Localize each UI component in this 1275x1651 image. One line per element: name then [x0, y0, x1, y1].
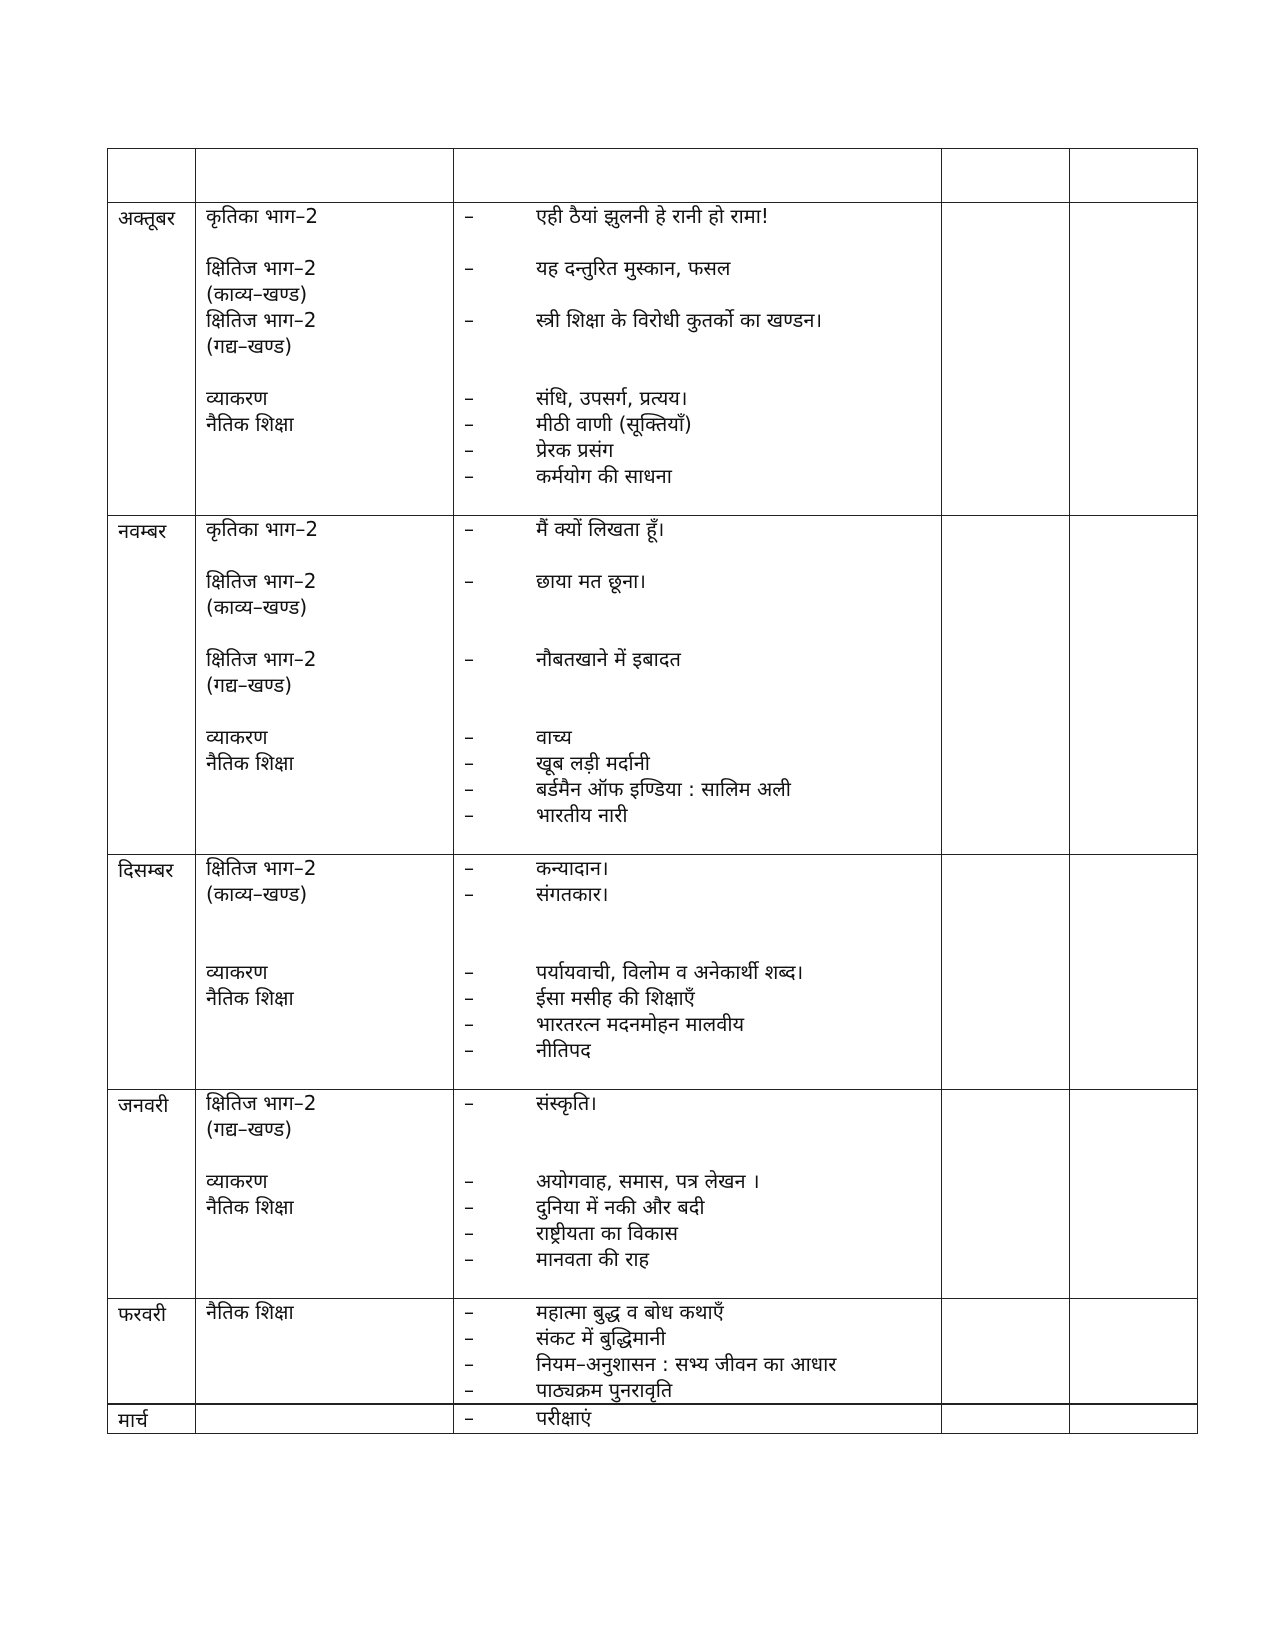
- book-label: नैतिक शिक्षा: [206, 986, 294, 1010]
- list-item: [454, 985, 941, 1011]
- empty-cell: [942, 1299, 1070, 1405]
- month-label: नवम्बर: [118, 519, 167, 543]
- book-label: क्षितिज भाग–2: [206, 856, 317, 880]
- topic-text: ईसा मसीह की शिक्षाएँ: [536, 986, 695, 1010]
- empty-cell: [942, 516, 1070, 855]
- topic-text: स्त्री शिक्षा के विरोधी कुतर्को का खण्डन।: [536, 308, 823, 332]
- topic-cell: [454, 1299, 942, 1405]
- empty-cell: [1070, 855, 1198, 1090]
- topic-text: प्रेरक प्रसंग: [536, 438, 614, 462]
- dash-marker: –: [464, 1221, 474, 1245]
- topic-text: अयोगवाह, समास, पत्र लेखन ।: [536, 1169, 760, 1193]
- topic-cell: [454, 855, 942, 1090]
- list-item: [454, 307, 941, 333]
- book-label: क्षितिज भाग–2: [206, 1091, 317, 1115]
- list-item: [454, 802, 941, 828]
- topic-text: संकट में बुद्धिमानी: [536, 1326, 666, 1350]
- month-cell: [108, 516, 196, 855]
- month-cell: [108, 855, 196, 1090]
- dash-marker: –: [464, 438, 474, 462]
- header-row: [108, 149, 1198, 203]
- table-row-march: [108, 1404, 1198, 1434]
- empty-cell: [1070, 1090, 1198, 1299]
- dash-marker: –: [464, 1326, 474, 1350]
- month-cell: [108, 203, 196, 516]
- list-item: [454, 203, 941, 229]
- topic-text: नीतिपद: [536, 1038, 591, 1062]
- dash-marker: –: [464, 308, 474, 332]
- topic-cell: [454, 1404, 942, 1434]
- month-label: फरवरी: [118, 1302, 167, 1326]
- dash-marker: –: [464, 569, 474, 593]
- empty-cell: [942, 855, 1070, 1090]
- topic-text: परीक्षाएं: [536, 1406, 592, 1430]
- dash-marker: –: [464, 1300, 474, 1324]
- topic-text: छाया मत छूना।: [536, 569, 646, 593]
- list-item: [454, 1011, 941, 1037]
- month-label: दिसम्बर: [118, 858, 174, 882]
- book-label: व्याकरण: [206, 725, 268, 749]
- topic-text: संस्कृति।: [536, 1091, 597, 1115]
- topic-text: खूब लड़ी मर्दानी: [536, 751, 650, 775]
- book-cell: [196, 1299, 454, 1405]
- list-item: [454, 1220, 941, 1246]
- dash-marker: –: [464, 725, 474, 749]
- list-item: [454, 1405, 941, 1431]
- book-section: (गद्य–खण्ड): [206, 1117, 293, 1141]
- dash-marker: –: [464, 1247, 474, 1271]
- month-cell: [108, 1299, 196, 1405]
- book-label: कृतिका भाग–2: [206, 204, 319, 228]
- dash-marker: –: [464, 256, 474, 280]
- topic-text: पाठ्यक्रम पुनरावृति: [536, 1378, 673, 1402]
- book-cell: [196, 516, 454, 855]
- dash-marker: –: [464, 647, 474, 671]
- header-cell-extra-1: [942, 149, 1070, 203]
- book-section: (काव्य–खण्ड): [206, 595, 308, 619]
- list-item: [454, 724, 941, 750]
- book-cell: [196, 203, 454, 516]
- book-label: व्याकरण: [206, 960, 268, 984]
- month-cell: [108, 1090, 196, 1299]
- list-item: [454, 646, 941, 672]
- dash-marker: –: [464, 882, 474, 906]
- month-label: अक्तूबर: [118, 206, 175, 230]
- book-section: (काव्य–खण्ड): [206, 282, 308, 306]
- book-label: क्षितिज भाग–2: [206, 308, 317, 332]
- dash-marker: –: [464, 777, 474, 801]
- book-label: नैतिक शिक्षा: [206, 1300, 294, 1324]
- list-item: [454, 1377, 941, 1403]
- topic-text: भारतीय नारी: [536, 803, 628, 827]
- syllabus-table: [107, 148, 1198, 1434]
- topic-text: भारतरत्न मदनमोहन मालवीय: [536, 1012, 745, 1036]
- topic-text: संधि, उपसर्ग, प्रत्यय।: [536, 386, 688, 410]
- list-item: [454, 385, 941, 411]
- list-item: [454, 959, 941, 985]
- empty-cell: [1070, 1404, 1198, 1434]
- header-cell-topic: [454, 149, 942, 203]
- book-section: (गद्य–खण्ड): [206, 334, 293, 358]
- table-row-november: [108, 516, 1198, 855]
- table-row-december: [108, 855, 1198, 1090]
- dash-marker: –: [464, 1195, 474, 1219]
- topic-text: संगतकार।: [536, 882, 609, 906]
- topic-text: मानवता की राह: [536, 1247, 650, 1271]
- book-label: कृतिका भाग–2: [206, 517, 319, 541]
- dash-marker: –: [464, 204, 474, 228]
- book-label: क्षितिज भाग–2: [206, 256, 317, 280]
- list-item: [454, 855, 941, 881]
- book-label: नैतिक शिक्षा: [206, 412, 294, 436]
- dash-marker: –: [464, 1406, 474, 1430]
- dash-marker: –: [464, 1378, 474, 1402]
- list-item: [454, 411, 941, 437]
- list-item: [454, 516, 941, 542]
- topic-text: यह दन्तुरित मुस्कान, फसल: [536, 256, 731, 280]
- dash-marker: –: [464, 517, 474, 541]
- topic-text: पर्यायवाची, विलोम व अनेकार्थी शब्द।: [536, 960, 804, 984]
- list-item: [454, 776, 941, 802]
- topic-cell: [454, 516, 942, 855]
- list-item: [454, 437, 941, 463]
- dash-marker: –: [464, 856, 474, 880]
- dash-marker: –: [464, 960, 474, 984]
- topic-cell: [454, 203, 942, 516]
- dash-marker: –: [464, 1012, 474, 1036]
- dash-marker: –: [464, 412, 474, 436]
- topic-text: कन्यादान।: [536, 856, 609, 880]
- list-item: [454, 463, 941, 489]
- list-item: [454, 1299, 941, 1325]
- dash-marker: –: [464, 1169, 474, 1193]
- table-row-october: [108, 203, 1198, 516]
- book-label: व्याकरण: [206, 386, 268, 410]
- list-item: [454, 568, 941, 594]
- topic-text: एही ठैयां झुलनी हे रानी हो रामा!: [536, 204, 769, 228]
- month-label: मार्च: [118, 1408, 148, 1432]
- topic-text: राष्ट्रीयता का विकास: [536, 1221, 679, 1245]
- topic-text: बर्डमैन ऑफ इण्डिया : सालिम अली: [536, 777, 791, 801]
- list-item: [454, 1194, 941, 1220]
- list-item: [454, 750, 941, 776]
- empty-cell: [942, 1090, 1070, 1299]
- list-item: [454, 1246, 941, 1272]
- dash-marker: –: [464, 1091, 474, 1115]
- book-label: नैतिक शिक्षा: [206, 1195, 294, 1219]
- list-item: [454, 1351, 941, 1377]
- list-item: [454, 1325, 941, 1351]
- book-section: (गद्य–खण्ड): [206, 673, 293, 697]
- book-cell: [196, 1404, 454, 1434]
- book-label: क्षितिज भाग–2: [206, 569, 317, 593]
- topic-text: नियम–अनुशासन : सभ्य जीवन का आधार: [536, 1352, 837, 1376]
- dash-marker: –: [464, 386, 474, 410]
- book-cell: [196, 1090, 454, 1299]
- empty-cell: [1070, 203, 1198, 516]
- book-section: (काव्य–खण्ड): [206, 882, 308, 906]
- list-item: [454, 1090, 941, 1116]
- topic-text: मीठी वाणी (सूक्तियाँ): [536, 412, 692, 436]
- empty-cell: [1070, 516, 1198, 855]
- list-item: [454, 881, 941, 907]
- topic-text: नौबतखाने में इबादत: [536, 647, 681, 671]
- header-cell-book: [196, 149, 454, 203]
- month-label: जनवरी: [118, 1093, 169, 1117]
- list-item: [454, 1168, 941, 1194]
- month-cell: [108, 1404, 196, 1434]
- header-cell-extra-2: [1070, 149, 1198, 203]
- dash-marker: –: [464, 751, 474, 775]
- topic-text: वाच्य: [536, 725, 572, 749]
- dash-marker: –: [464, 1352, 474, 1376]
- empty-cell: [942, 1404, 1070, 1434]
- book-cell: [196, 855, 454, 1090]
- dash-marker: –: [464, 1038, 474, 1062]
- book-label: व्याकरण: [206, 1169, 268, 1193]
- dash-marker: –: [464, 803, 474, 827]
- book-label: क्षितिज भाग–2: [206, 647, 317, 671]
- topic-text: मैं क्यों लिखता हूँ।: [536, 517, 665, 541]
- empty-cell: [1070, 1299, 1198, 1405]
- table-row-february: [108, 1299, 1198, 1405]
- topic-text: महात्मा बुद्ध व बोध कथाएँ: [536, 1300, 724, 1324]
- dash-marker: –: [464, 464, 474, 488]
- list-item: [454, 255, 941, 281]
- list-item: [454, 1037, 941, 1063]
- topic-cell: [454, 1090, 942, 1299]
- topic-text: दुनिया में नकी और बदी: [536, 1195, 705, 1219]
- empty-cell: [942, 203, 1070, 516]
- dash-marker: –: [464, 986, 474, 1010]
- table-row-january: [108, 1090, 1198, 1299]
- header-cell-month: [108, 149, 196, 203]
- book-label: नैतिक शिक्षा: [206, 751, 294, 775]
- topic-text: कर्मयोग की साधना: [536, 464, 672, 488]
